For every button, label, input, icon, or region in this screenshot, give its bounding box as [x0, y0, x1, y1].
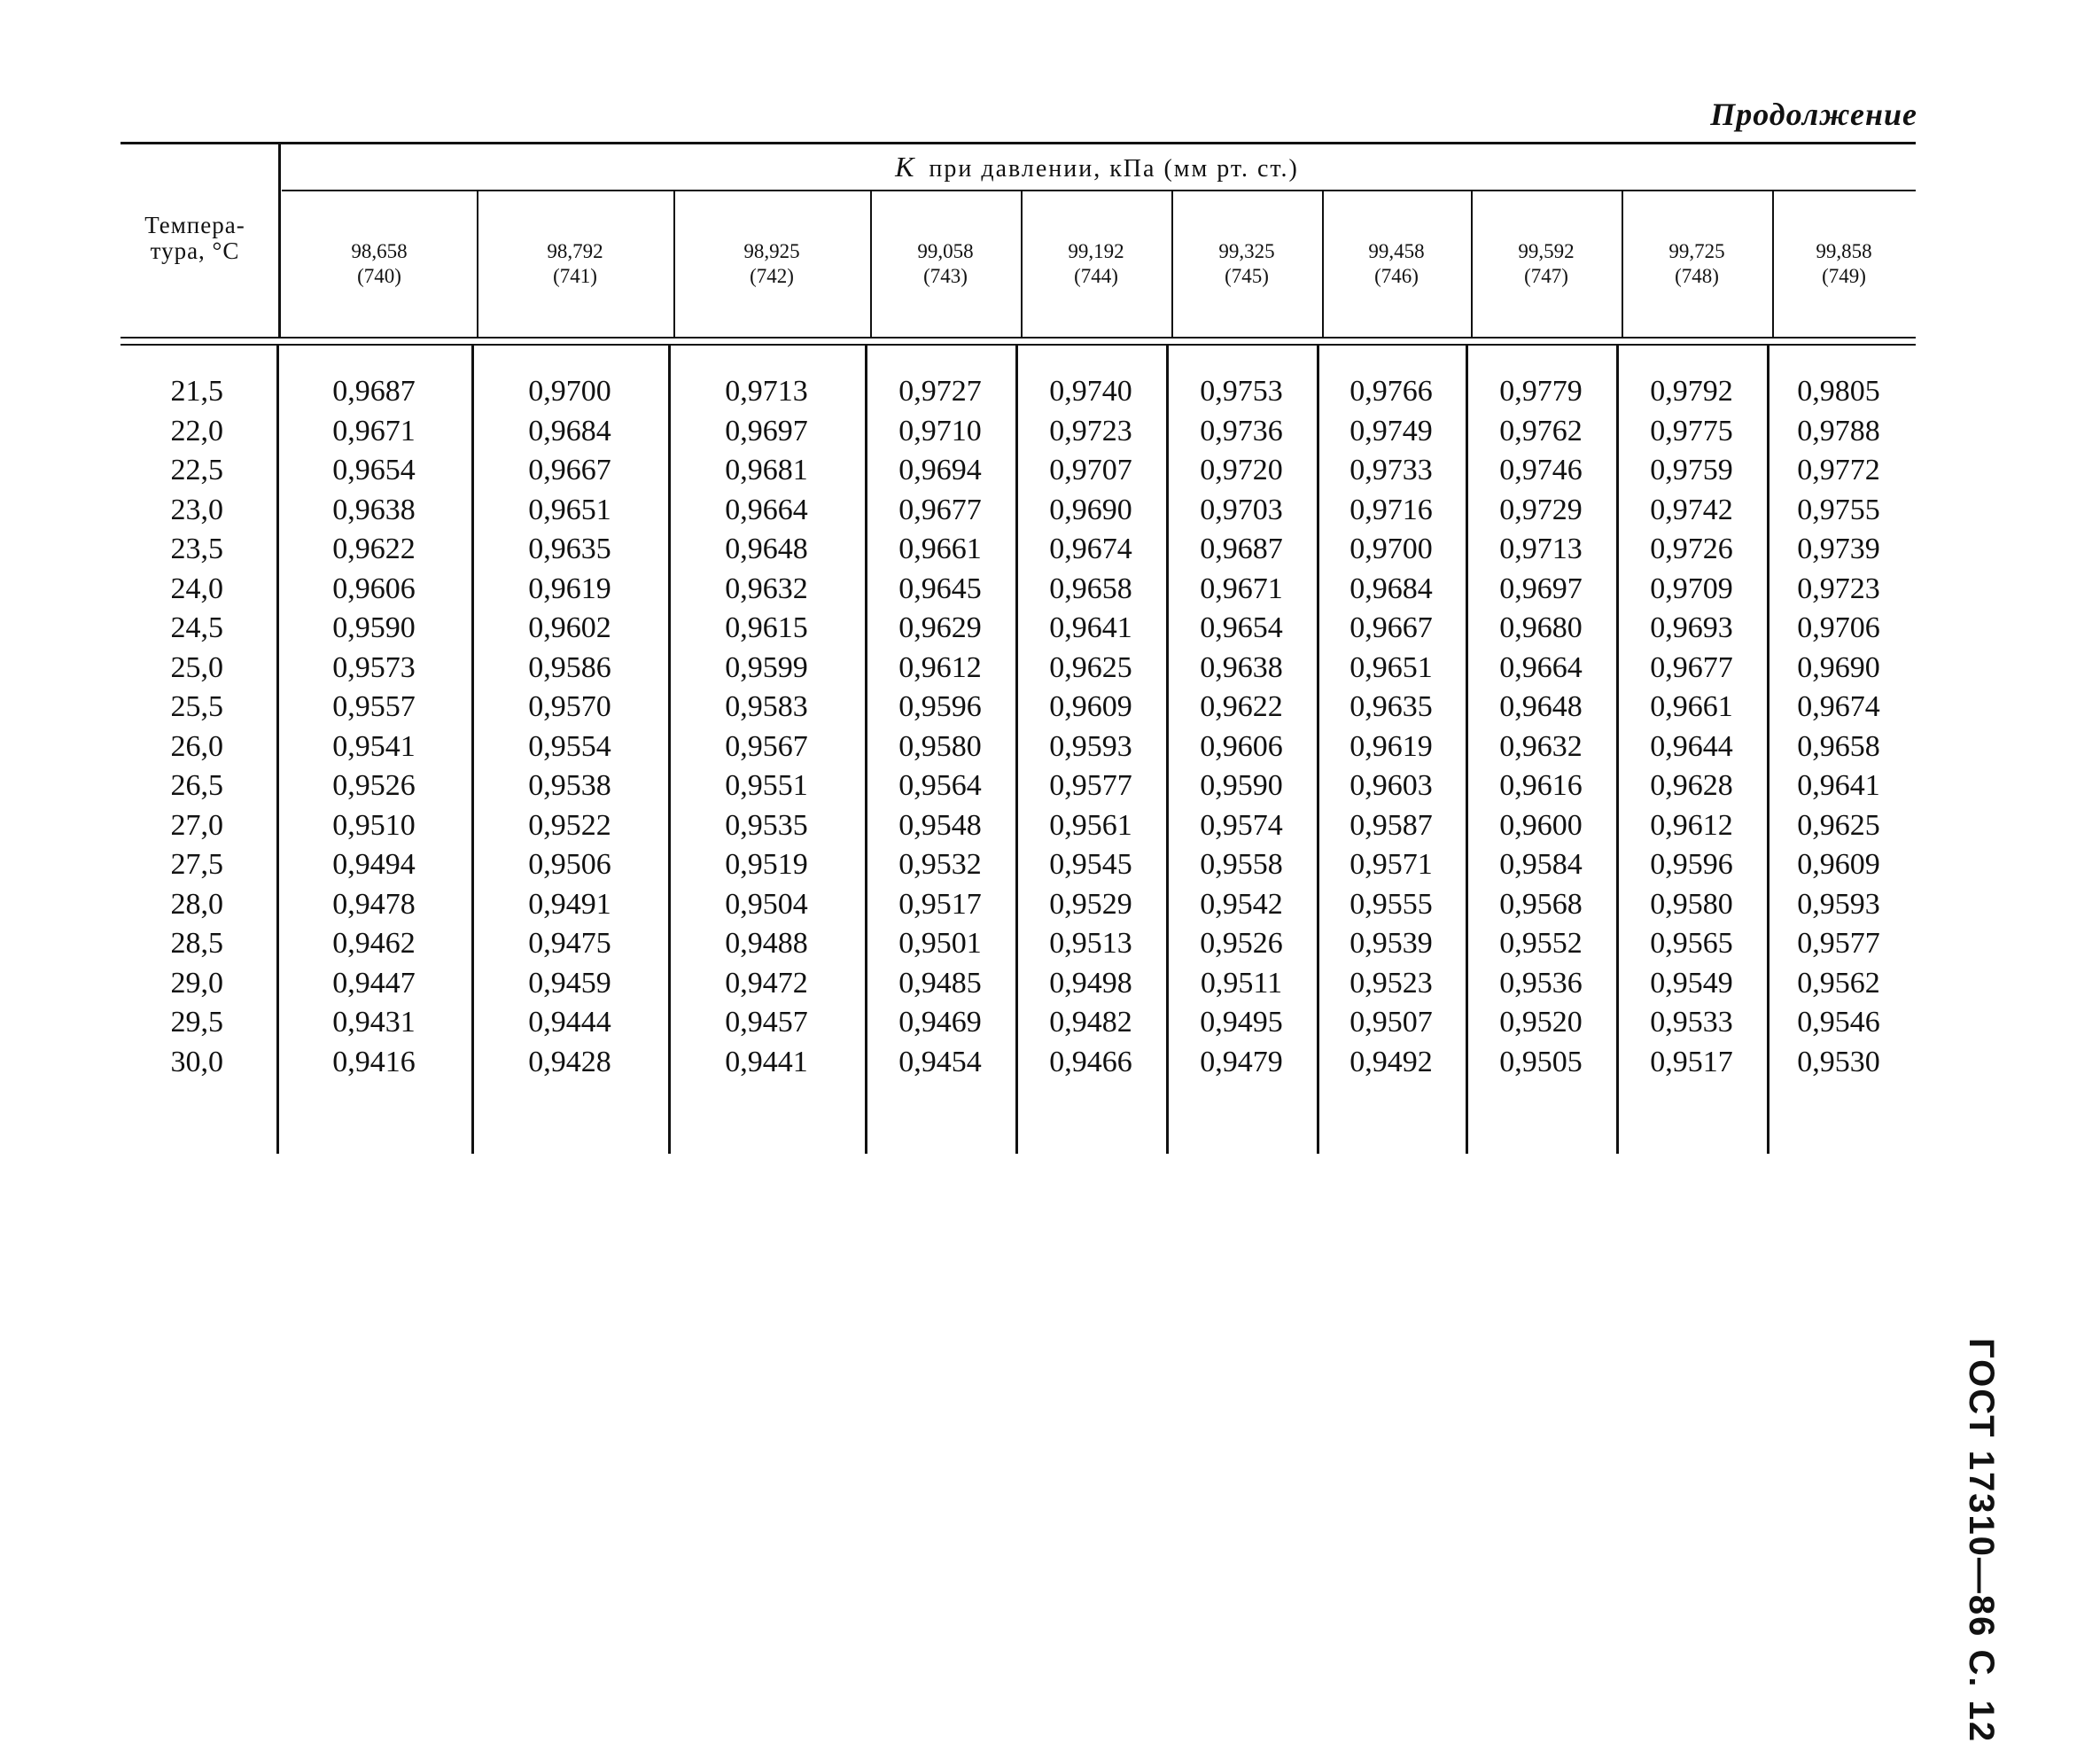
table-cell: 0,9739 [1797, 533, 1880, 565]
table-cell: 0,9612 [898, 650, 982, 684]
table-cell: 0,9749 [1349, 414, 1433, 447]
header-sub-rule [282, 190, 1916, 191]
temperature-cell: 26,5 [170, 769, 223, 802]
table-cell: 0,9690 [1797, 650, 1880, 684]
temperature-cell: 29,0 [170, 966, 223, 1000]
pressure-kpa: 98,792 [547, 240, 603, 262]
table-cell: 0,9690 [1049, 493, 1132, 526]
table-cell: 0,9625 [1797, 808, 1880, 842]
pressure-kpa: 99,192 [1068, 240, 1124, 262]
table-cell: 0,9658 [1049, 572, 1132, 605]
table-cell: 0,9775 [1650, 414, 1733, 447]
table-cell: 0,9431 [332, 1006, 416, 1039]
table-cell: 0,9645 [898, 572, 982, 605]
table-cell: 0,9526 [332, 769, 416, 802]
table-cell: 0,9533 [1650, 1006, 1733, 1039]
temperature-cell: 25,5 [170, 690, 223, 723]
table-cell: 0,9507 [1349, 1006, 1433, 1039]
table-cell: 0,9694 [898, 454, 982, 486]
table-cell: 0,9759 [1650, 454, 1733, 486]
data-column [1317, 372, 1466, 1082]
table-cell: 0,9661 [1650, 690, 1733, 723]
table-cell: 0,9641 [1797, 769, 1880, 802]
table-cell: 0,9447 [332, 966, 416, 1000]
table-top-rule [121, 142, 1916, 144]
table-cell: 0,9713 [1499, 533, 1583, 565]
temperature-cell: 24,5 [170, 611, 223, 644]
table-cell: 0,9693 [1650, 611, 1733, 644]
table-cell: 0,9551 [725, 769, 808, 802]
temperature-cell: 22,5 [170, 454, 223, 486]
table-title-text: при давлении, кПа (мм рт. ст.) [929, 155, 1299, 183]
table-cell: 0,9545 [1049, 848, 1132, 881]
table-cell: 0,9707 [1049, 454, 1132, 486]
table-cell: 0,9517 [1650, 1045, 1733, 1078]
table-cell: 0,9428 [528, 1045, 611, 1078]
table-cell: 0,9733 [1349, 454, 1433, 486]
table-cell: 0,9574 [1200, 808, 1283, 842]
temperature-cell: 28,5 [170, 927, 223, 960]
temperature-cell: 21,5 [170, 375, 223, 408]
table-cell: 0,9615 [725, 611, 808, 644]
table-cell: 0,9441 [725, 1045, 808, 1078]
table-cell: 0,9700 [528, 375, 611, 408]
pressure-mmhg: (741) [553, 265, 597, 287]
table-cell: 0,9558 [1200, 848, 1283, 881]
temperature-header-line-2: тура, °С [150, 237, 240, 264]
pressure-header [1622, 239, 1772, 289]
table-cell: 0,9561 [1049, 808, 1132, 842]
table-cell: 0,9485 [898, 966, 982, 1000]
table-cell: 0,9466 [1049, 1045, 1132, 1078]
table-cell: 0,9664 [1499, 650, 1583, 684]
table-cell: 0,9635 [528, 533, 611, 565]
table-cell: 0,9539 [1349, 927, 1433, 960]
pressure-kpa: 99,858 [1816, 240, 1872, 262]
data-column [1466, 372, 1616, 1082]
table-cell: 0,9565 [1650, 927, 1733, 960]
table-cell: 0,9779 [1499, 375, 1583, 408]
table-cell: 0,9457 [725, 1006, 808, 1039]
table-cell: 0,9667 [528, 454, 611, 486]
table-cell: 0,9554 [528, 729, 611, 763]
table-cell: 0,9600 [1499, 808, 1583, 842]
table-cell: 0,9580 [1650, 887, 1733, 921]
table-cell: 0,9723 [1049, 414, 1132, 447]
table-cell: 0,9703 [1200, 493, 1283, 526]
table-cell: 0,9517 [898, 887, 982, 921]
table-cell: 0,9700 [1349, 533, 1433, 565]
table-cell: 0,9462 [332, 927, 416, 960]
table-cell: 0,9654 [332, 454, 416, 486]
table-cell: 0,9792 [1650, 375, 1733, 408]
table-cell: 0,9506 [528, 848, 611, 881]
data-column [1616, 372, 1767, 1082]
table-cell: 0,9697 [725, 414, 808, 447]
temperature-cell: 23,0 [170, 493, 223, 526]
table-cell: 0,9596 [898, 690, 982, 723]
table-cell: 0,9720 [1200, 454, 1283, 486]
data-column [668, 372, 865, 1082]
table-cell: 0,9532 [898, 848, 982, 881]
table-cell: 0,9687 [332, 375, 416, 408]
table-cell: 0,9648 [725, 533, 808, 565]
data-column [471, 372, 668, 1082]
temperature-divider [278, 144, 281, 337]
table-cell: 0,9568 [1499, 887, 1583, 921]
temperature-cell: 22,0 [170, 414, 223, 447]
pressure-mmhg: (740) [357, 265, 401, 287]
temperature-header [124, 213, 266, 264]
table-cell: 0,9727 [898, 375, 982, 408]
table-cell: 0,9687 [1200, 533, 1283, 565]
table-cell: 0,9478 [332, 887, 416, 921]
table-cell: 0,9504 [725, 887, 808, 921]
table-cell: 0,9513 [1049, 927, 1132, 960]
table-cell: 0,9459 [528, 966, 611, 1000]
table-cell: 0,9726 [1650, 533, 1733, 565]
table-cell: 0,9580 [898, 729, 982, 763]
table-cell: 0,9570 [528, 690, 611, 723]
table-cell: 0,9510 [332, 808, 416, 842]
table-cell: 0,9638 [1200, 650, 1283, 684]
table-cell: 0,9549 [1650, 966, 1733, 1000]
temperature-cell: 28,0 [170, 887, 223, 921]
pressure-header [1471, 239, 1622, 289]
table-cell: 0,9530 [1797, 1045, 1880, 1078]
temperature-column [124, 372, 223, 1082]
table-cell: 0,9472 [725, 966, 808, 1000]
data-column [276, 372, 471, 1082]
table-cell: 0,9736 [1200, 414, 1283, 447]
column-divider-header [477, 191, 478, 337]
table-cell: 0,9536 [1499, 966, 1583, 1000]
pressure-mmhg: (748) [1675, 265, 1719, 287]
table-cell: 0,9684 [528, 414, 611, 447]
table-cell: 0,9766 [1349, 375, 1433, 408]
column-divider-header [1772, 191, 1774, 337]
table-cell: 0,9622 [332, 533, 416, 565]
table-cell: 0,9583 [725, 690, 808, 723]
pressure-kpa: 99,592 [1518, 240, 1575, 262]
column-divider-header [1622, 191, 1623, 337]
table-cell: 0,9523 [1349, 966, 1433, 1000]
temperature-header-line-1: Темпера- [144, 212, 245, 238]
table-cell: 0,9677 [898, 493, 982, 526]
table-cell: 0,9658 [1797, 729, 1880, 763]
table-cell: 0,9753 [1200, 375, 1283, 408]
table-cell: 0,9648 [1499, 690, 1583, 723]
table-cell: 0,9709 [1650, 572, 1733, 605]
table-cell: 0,9664 [725, 493, 808, 526]
table-cell: 0,9674 [1797, 690, 1880, 723]
table-cell: 0,9541 [332, 729, 416, 763]
table-cell: 0,9584 [1499, 848, 1583, 881]
table-cell: 0,9475 [528, 927, 611, 960]
pressure-mmhg: (747) [1524, 265, 1568, 287]
table-cell: 0,9710 [898, 414, 982, 447]
table-cell: 0,9654 [1200, 611, 1283, 644]
pressure-header [1171, 239, 1322, 289]
pressure-header [1322, 239, 1471, 289]
pressure-kpa: 99,325 [1218, 240, 1275, 262]
temperature-cell: 27,0 [170, 808, 223, 842]
table-cell: 0,9740 [1049, 375, 1132, 408]
table-cell: 0,9805 [1797, 375, 1880, 408]
table-cell: 0,9638 [332, 493, 416, 526]
table-cell: 0,9762 [1499, 414, 1583, 447]
table-cell: 0,9671 [332, 414, 416, 447]
table-cell: 0,9616 [1499, 769, 1583, 802]
temperature-cell: 25,0 [170, 650, 223, 684]
table-cell: 0,9593 [1797, 887, 1880, 921]
table-cell: 0,9492 [1349, 1045, 1433, 1078]
temperature-cell: 30,0 [170, 1045, 223, 1078]
temperature-cell: 23,5 [170, 533, 223, 565]
table-cell: 0,9552 [1499, 927, 1583, 960]
table-cell: 0,9573 [332, 650, 416, 684]
table-cell: 0,9596 [1650, 848, 1733, 881]
table-cell: 0,9684 [1349, 572, 1433, 605]
table-cell: 0,9511 [1200, 966, 1283, 1000]
table-cell: 0,9609 [1049, 690, 1132, 723]
table-cell: 0,9542 [1200, 887, 1283, 921]
table-cell: 0,9571 [1349, 848, 1433, 881]
continuation-label: Продолжение [1710, 97, 1917, 132]
table-cell: 0,9520 [1499, 1006, 1583, 1039]
table-cell: 0,9479 [1200, 1045, 1283, 1078]
table-cell: 0,9681 [725, 454, 808, 486]
pressure-header [870, 239, 1021, 289]
table-cell: 0,9562 [1797, 966, 1880, 1000]
data-column [1015, 372, 1166, 1082]
table-cell: 0,9788 [1797, 414, 1880, 447]
table-cell: 0,9625 [1049, 650, 1132, 684]
pressure-mmhg: (743) [923, 265, 968, 287]
pressure-header [282, 239, 477, 289]
pressure-kpa: 99,058 [917, 240, 974, 262]
table-cell: 0,9674 [1049, 533, 1132, 565]
table-cell: 0,9593 [1049, 729, 1132, 763]
column-divider-header [1471, 191, 1473, 337]
pressure-kpa: 99,725 [1668, 240, 1725, 262]
table-cell: 0,9602 [528, 611, 611, 644]
table-cell: 0,9671 [1200, 572, 1283, 605]
table-cell: 0,9755 [1797, 493, 1880, 526]
table-cell: 0,9622 [1200, 690, 1283, 723]
table-cell: 0,9586 [528, 650, 611, 684]
table-cell: 0,9723 [1797, 572, 1880, 605]
table-cell: 0,9587 [1349, 808, 1433, 842]
column-divider-header [673, 191, 675, 337]
data-column [865, 372, 1015, 1082]
table-cell: 0,9590 [1200, 769, 1283, 802]
table-cell: 0,9629 [898, 611, 982, 644]
table-cell: 0,9494 [332, 848, 416, 881]
pressure-mmhg: (744) [1074, 265, 1118, 287]
table-cell: 0,9606 [1200, 729, 1283, 763]
table-cell: 0,9469 [898, 1006, 982, 1039]
table-title [282, 151, 1912, 183]
table-cell: 0,9632 [725, 572, 808, 605]
table-cell: 0,9599 [725, 650, 808, 684]
document-id: ГОСТ 17310—86 С. 12 [1962, 1338, 2001, 1743]
table-cell: 0,9641 [1049, 611, 1132, 644]
table-cell: 0,9482 [1049, 1006, 1132, 1039]
table-cell: 0,9546 [1797, 1006, 1880, 1039]
pressure-header [1772, 239, 1916, 289]
table-cell: 0,9716 [1349, 493, 1433, 526]
table-cell: 0,9535 [725, 808, 808, 842]
table-cell: 0,9651 [528, 493, 611, 526]
table-cell: 0,9495 [1200, 1006, 1283, 1039]
temperature-cell: 27,5 [170, 848, 223, 881]
table-cell: 0,9590 [332, 611, 416, 644]
pressure-header [1021, 239, 1171, 289]
table-cell: 0,9454 [898, 1045, 982, 1078]
pressure-kpa: 98,925 [743, 240, 800, 262]
table-cell: 0,9505 [1499, 1045, 1583, 1078]
table-cell: 0,9651 [1349, 650, 1433, 684]
table-cell: 0,9742 [1650, 493, 1733, 526]
table-cell: 0,9491 [528, 887, 611, 921]
table-cell: 0,9519 [725, 848, 808, 881]
table-cell: 0,9612 [1650, 808, 1733, 842]
pressure-mmhg: (742) [750, 265, 794, 287]
pressure-kpa: 98,658 [351, 240, 408, 262]
table-cell: 0,9498 [1049, 966, 1132, 1000]
table-cell: 0,9522 [528, 808, 611, 842]
table-cell: 0,9697 [1499, 572, 1583, 605]
table-cell: 0,9488 [725, 927, 808, 960]
pressure-mmhg: (749) [1822, 265, 1866, 287]
temperature-cell: 29,5 [170, 1006, 223, 1039]
table-cell: 0,9555 [1349, 887, 1433, 921]
table-cell: 0,9680 [1499, 611, 1583, 644]
table-cell: 0,9677 [1650, 650, 1733, 684]
temperature-cell: 26,0 [170, 729, 223, 763]
table-cell: 0,9557 [332, 690, 416, 723]
column-divider-header [1171, 191, 1173, 337]
table-cell: 0,9501 [898, 927, 982, 960]
table-cell: 0,9746 [1499, 454, 1583, 486]
pressure-header [673, 239, 870, 289]
table-cell: 0,9706 [1797, 611, 1880, 644]
table-cell: 0,9772 [1797, 454, 1880, 486]
table-cell: 0,9577 [1797, 927, 1880, 960]
table-cell: 0,9603 [1349, 769, 1433, 802]
column-divider-header [870, 191, 872, 337]
table-cell: 0,9619 [528, 572, 611, 605]
table-cell: 0,9635 [1349, 690, 1433, 723]
table-cell: 0,9444 [528, 1006, 611, 1039]
table-cell: 0,9729 [1499, 493, 1583, 526]
column-divider-header [1021, 191, 1023, 337]
table-title-symbol: К [895, 151, 916, 183]
pressure-kpa: 99,458 [1368, 240, 1425, 262]
header-bottom-rule-2 [121, 344, 1916, 346]
table-cell: 0,9529 [1049, 887, 1132, 921]
table-cell: 0,9548 [898, 808, 982, 842]
table-cell: 0,9628 [1650, 769, 1733, 802]
pressure-mmhg: (745) [1225, 265, 1269, 287]
header-bottom-rule-1 [121, 337, 1916, 338]
data-column [1166, 372, 1317, 1082]
data-column [1767, 372, 1910, 1082]
table-cell: 0,9526 [1200, 927, 1283, 960]
table-cell: 0,9577 [1049, 769, 1132, 802]
table-cell: 0,9619 [1349, 729, 1433, 763]
table-cell: 0,9667 [1349, 611, 1433, 644]
table-cell: 0,9644 [1650, 729, 1733, 763]
temperature-cell: 24,0 [170, 572, 223, 605]
table-cell: 0,9416 [332, 1045, 416, 1078]
table-cell: 0,9606 [332, 572, 416, 605]
table-cell: 0,9609 [1797, 848, 1880, 881]
table-cell: 0,9713 [725, 375, 808, 408]
pressure-header [477, 239, 673, 289]
table-cell: 0,9564 [898, 769, 982, 802]
table-cell: 0,9538 [528, 769, 611, 802]
column-divider-header [1322, 191, 1324, 337]
table-cell: 0,9632 [1499, 729, 1583, 763]
table-cell: 0,9567 [725, 729, 808, 763]
table-cell: 0,9661 [898, 533, 982, 565]
pressure-mmhg: (746) [1374, 265, 1419, 287]
